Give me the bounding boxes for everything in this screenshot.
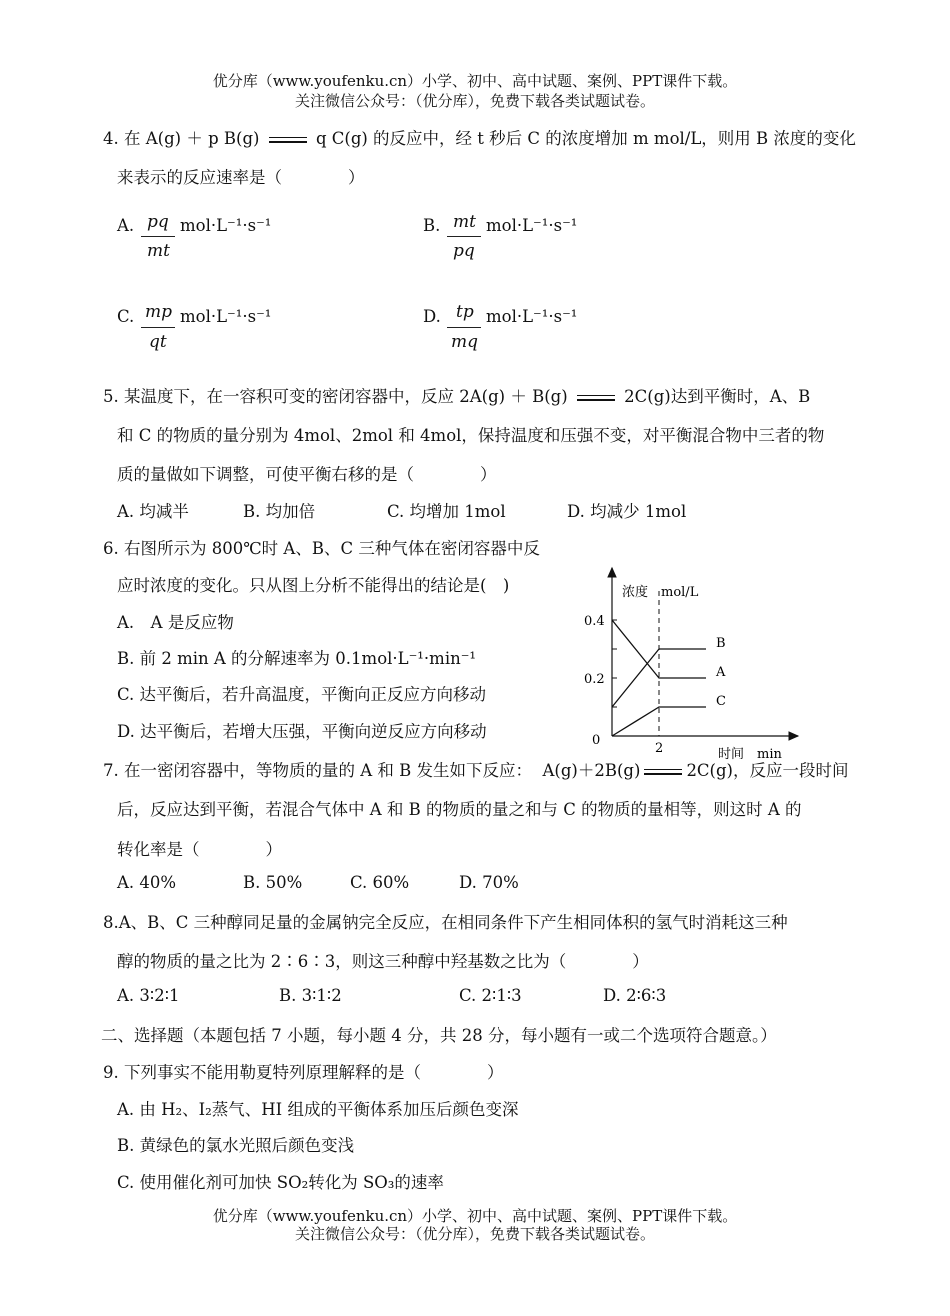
q5-option-c: C. 均增加 1mol <box>387 502 506 521</box>
q8-line-1: 8.A、B、C 三种醇同足量的金属钠完全反应，在相同条件下产生相同体积的氢气时消耗这三种 <box>103 913 788 932</box>
q4-option-c-label: C. <box>117 307 135 326</box>
equilibrium-arrow-icon <box>644 767 682 777</box>
concentration-time-chart <box>570 562 810 770</box>
fraction-bar <box>141 236 175 237</box>
q7-option-d: D. 70% <box>459 873 519 892</box>
section-2-heading: 二、选择题（本题包括 7 小题，每小题 4 分，共 28 分，每小题有一或二个选项符合题意。） <box>101 1026 777 1045</box>
q7-option-b: B. 50% <box>243 873 303 892</box>
q4-option-c-unit: mol·L⁻¹·s⁻¹ <box>180 307 272 326</box>
q9-option-b: B. 黄绿色的氯水光照后颜色变浅 <box>117 1136 355 1155</box>
q4-option-a-unit: mol·L⁻¹·s⁻¹ <box>180 216 272 235</box>
q4-option-d-label: D. <box>423 307 441 326</box>
header-line-1: 优分库（www.youfenku.cn）小学、初中、高中试题、案例、PPT课件下载。 <box>212 72 738 90</box>
q8-option-b: B. 3∶1∶2 <box>279 986 342 1005</box>
q8-option-d: D. 2∶6∶3 <box>603 986 667 1005</box>
q4-option-d-denominator: mq <box>451 332 479 352</box>
q6-line-1: 6. 右图所示为 800℃时 A、B、C 三种气体在密闭容器中反 <box>103 539 540 558</box>
q9-option-c: C. 使用催化剂可加快 SO₂转化为 SO₃的速率 <box>117 1173 444 1192</box>
q5-option-a: A. 均减半 <box>117 502 189 521</box>
q6-line-2: 应时浓度的变化。只从图上分析不能得出的结论是( ) <box>117 576 510 595</box>
q7-line-2: 后，反应达到平衡，若混合气体中 A 和 B 的物质的量之和与 C 的物质的量相等，则这时 A 的 <box>117 800 802 819</box>
q4-option-d-unit: mol·L⁻¹·s⁻¹ <box>486 307 578 326</box>
footer-line-1: 优分库（www.youfenku.cn）小学、初中、高中试题、案例、PPT课件下载。 <box>212 1207 738 1225</box>
q4-option-d-numerator: tp <box>456 302 474 322</box>
y-tick-label: 0.4 <box>584 614 605 629</box>
q4-line-1: 4. 在 A(g) ＋ p B(g) q C(g) 的反应中，经 t 秒后 C 的浓度增加 m mol/L，则用 B 浓度的变化 <box>103 129 856 148</box>
q7-option-a: A. 40% <box>117 873 177 892</box>
q6-option-a: A. A 是反应物 <box>117 613 234 632</box>
q5-option-d: D. 均减少 1mol <box>567 502 687 521</box>
q4-option-c-numerator: mp <box>145 302 173 322</box>
q4-line-2: 来表示的反应速率是（ ） <box>117 168 365 187</box>
fraction-bar <box>141 327 175 328</box>
q6-option-c: C. 达平衡后，若升高温度，平衡向正反应方向移动 <box>117 685 487 704</box>
q4-option-b-denominator: pq <box>453 241 475 261</box>
q9-line-1: 9. 下列事实不能用勒夏特列原理解释的是（ ） <box>103 1063 504 1082</box>
x-axis-label: 时间 min <box>718 747 782 762</box>
q7-line-3: 转化率是（ ） <box>117 840 282 859</box>
series-label-c: C <box>716 694 726 709</box>
fraction-bar <box>447 327 481 328</box>
q9-option-a: A. 由 H₂、I₂蒸气、HI 组成的平衡体系加压后颜色变深 <box>117 1100 519 1119</box>
equilibrium-arrow-icon <box>577 393 615 403</box>
y-tick-label: 0.2 <box>584 672 605 687</box>
q8-line-2: 醇的物质的量之比为 2∶6∶3，则这三种醇中羟基数之比为（ ） <box>117 952 649 971</box>
q4-option-a-denominator: mt <box>147 241 170 261</box>
footer-line-2: 关注微信公众号：（优分库），免费下载各类试题试卷。 <box>294 1225 655 1243</box>
q5-line-3: 质的量做如下调整，可使平衡右移的是（ ） <box>117 465 497 484</box>
q8-option-a: A. 3∶2∶1 <box>117 986 180 1005</box>
q4-option-b-numerator: mt <box>453 212 476 232</box>
q8-option-c: C. 2∶1∶3 <box>459 986 522 1005</box>
series-label-a: A <box>716 665 726 680</box>
q7-option-c: C. 60% <box>350 873 410 892</box>
q6-option-b: B. 前 2 min A 的分解速率为 0.1mol·L⁻¹·min⁻¹ <box>117 649 477 668</box>
fraction-bar <box>447 236 481 237</box>
q7-line-1: 7. 在一密闭容器中，等物质的量的 A 和 B 发生如下反应： A(g)＋2B(g) 2C(g)，反应一段时间 <box>103 761 849 780</box>
x-tick-label: 2 <box>655 741 664 756</box>
origin-label: 0 <box>592 733 601 748</box>
q4-option-b-label: B. <box>423 216 441 235</box>
q5-option-b: B. 均加倍 <box>243 502 316 521</box>
q5-line-1: 5. 某温度下，在一容积可变的密闭容器中，反应 2A(g) ＋ B(g) 2C(g)达到平衡时，A、B <box>103 387 811 406</box>
q4-option-a-label: A. <box>117 216 135 235</box>
q4-option-a-numerator: pq <box>147 212 169 232</box>
q4-option-b-unit: mol·L⁻¹·s⁻¹ <box>486 216 578 235</box>
q4-option-c-denominator: qt <box>149 332 167 352</box>
series-label-b: B <box>716 636 726 651</box>
q5-line-2: 和 C 的物质的量分别为 4mol、2mol 和 4mol，保持温度和压强不变，对平衡混合物中三者的物 <box>117 426 825 445</box>
y-axis-label: 浓度 mol/L <box>622 585 699 600</box>
q6-option-d: D. 达平衡后，若增大压强，平衡向逆反应方向移动 <box>117 722 487 741</box>
header-line-2: 关注微信公众号：（优分库），免费下载各类试题试卷。 <box>294 92 655 110</box>
equilibrium-arrow-icon <box>269 135 307 145</box>
